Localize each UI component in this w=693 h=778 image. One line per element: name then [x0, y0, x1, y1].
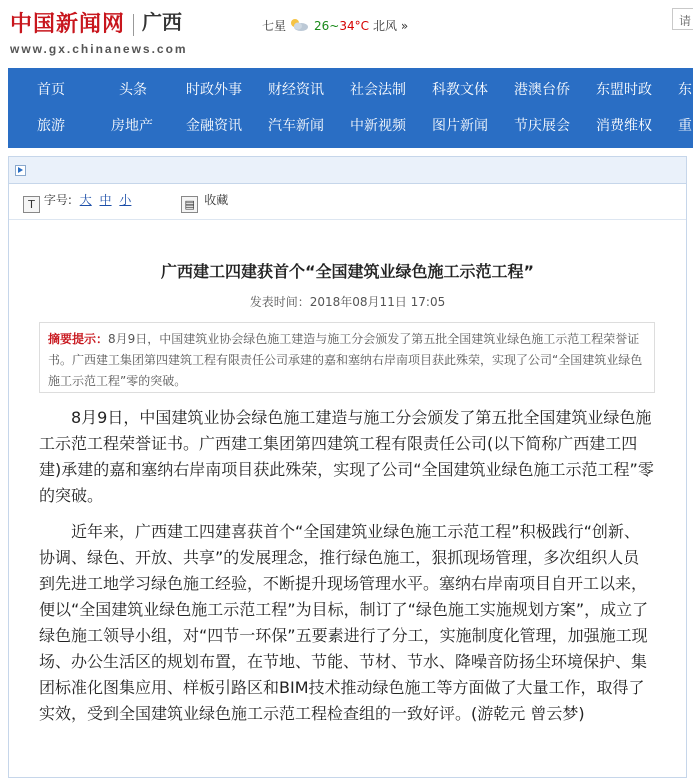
partly-cloudy-icon — [289, 18, 309, 32]
nav-item[interactable]: 消费维权 — [596, 118, 652, 134]
favorite-button[interactable] — [181, 193, 229, 211]
nav-item[interactable]: 东 — [678, 82, 692, 98]
toolbar-divider — [9, 219, 686, 220]
font-size-medium[interactable]: 中 — [99, 193, 112, 207]
nav-item[interactable]: 图片新闻 — [432, 118, 488, 134]
article-paragraph: 近年来，广西建工四建喜获首个“全国建筑业绿色施工示范工程”积极践行“创新、协调、绿色、开放、共享”的发展理念，推行绿色施工，狠抓现场管理，多次组织人员到先进工地学习绿色施工经验，不断提升现场管理水平。塞纳右岸南项目自开工以来，便以“全国建筑业绿色施工示范工程”为目标，制订了“绿色施工实施规划方案”，成立了绿色施工领导小组，对“四节一环保”五要素进行了分工，实施制度化管理，加强施工现场、办公生活区的规划布置，在节地、节能、节材、节水、降噪音防扬尘环境保护、集团标准化图集应用、样板引路区和BIM技术推动绿色施工等方面做了大量工作，取得了实效，受到全国建筑业绿色施工示范工程检查组的一致好评。(游乾元 曾云梦) — [39, 522, 649, 723]
weather-wind: 北风 — [373, 19, 398, 33]
print-icon: ▤ — [181, 196, 198, 213]
nav-item[interactable]: 首页 — [37, 82, 65, 98]
article-panel — [8, 156, 687, 778]
article-toolbar — [23, 191, 228, 213]
panel-header-strip — [9, 157, 686, 184]
nav-item[interactable]: 金融资讯 — [186, 118, 242, 134]
nav-item[interactable]: 科教文体 — [432, 82, 488, 98]
nav-item[interactable]: 重 — [678, 118, 692, 134]
nav-item[interactable]: 财经资讯 — [268, 82, 324, 98]
article-title: 广西建工四建获首个“全国建筑业绿色施工示范工程” — [160, 262, 535, 281]
temp-high: 34 — [339, 19, 355, 33]
font-size-small[interactable]: 小 — [119, 193, 132, 207]
nav-item[interactable]: 头条 — [119, 82, 147, 98]
font-size-large[interactable]: 大 — [79, 193, 92, 207]
expand-arrow-icon[interactable] — [15, 165, 26, 176]
nav-item[interactable]: 旅游 — [37, 118, 65, 134]
article-paragraph: 8月9日，中国建筑业协会绿色施工建造与施工分会颁发了第五批全国建筑业绿色施工示范工程荣誉证书。广西建工集团第四建筑工程有限责任公司(以下简称广西建工四建)承建的嘉和塞纳右岸南项目获此殊荣，实现了公司“全国建筑业绿色施工示范工程”零的突破。 — [39, 408, 654, 505]
article-body — [39, 405, 655, 737]
nav-item[interactable]: 时政外事 — [186, 82, 242, 98]
summary-label: 摘要提示： — [48, 332, 109, 346]
weather-widget[interactable] — [262, 17, 408, 34]
font-size-icon: T — [23, 196, 40, 213]
site-url: www.gx.chinanews.com — [10, 41, 188, 56]
nav-item[interactable]: 东盟时政 — [596, 82, 652, 98]
temp-sep: ~ — [329, 19, 340, 33]
publish-time: 发表时间：2018年08月11日 17:05 — [249, 295, 446, 309]
logo-text: 中国新闻网 — [10, 11, 126, 37]
nav-item[interactable]: 节庆展会 — [514, 118, 570, 134]
nav-item[interactable]: 汽车新闻 — [268, 118, 324, 134]
nav-item[interactable]: 港澳台侨 — [514, 82, 570, 98]
favorite-label: 收藏 — [204, 193, 229, 207]
search-box[interactable]: 请 — [672, 8, 693, 30]
nav-item[interactable]: 中新视频 — [350, 118, 406, 134]
font-size-label: 字号: — [43, 193, 72, 207]
summary-text: 8月9日，中国建筑业协会绿色施工建造与施工分会颁发了第五批全国建筑业绿色施工示范工程荣誉证书。广西建工集团第四建筑工程有限责任公司承建的嘉和塞纳右岸南项目获此殊荣，实现了公司“全国建筑业绿色施工示范工程”零的突破。 — [48, 332, 643, 388]
temp-unit: °C — [354, 19, 370, 33]
nav-item[interactable]: 社会法制 — [350, 82, 406, 98]
nav-item[interactable]: 房地产 — [111, 118, 153, 134]
site-logo[interactable] — [10, 6, 188, 56]
region-name: 广西 — [142, 10, 183, 34]
weather-city: 七星 — [262, 19, 287, 33]
temp-low: 26 — [314, 19, 330, 33]
summary-box — [39, 322, 655, 393]
main-nav — [8, 68, 693, 148]
weather-temp — [314, 19, 369, 33]
weather-more-icon[interactable]: » — [400, 19, 409, 33]
logo-divider — [133, 14, 134, 36]
